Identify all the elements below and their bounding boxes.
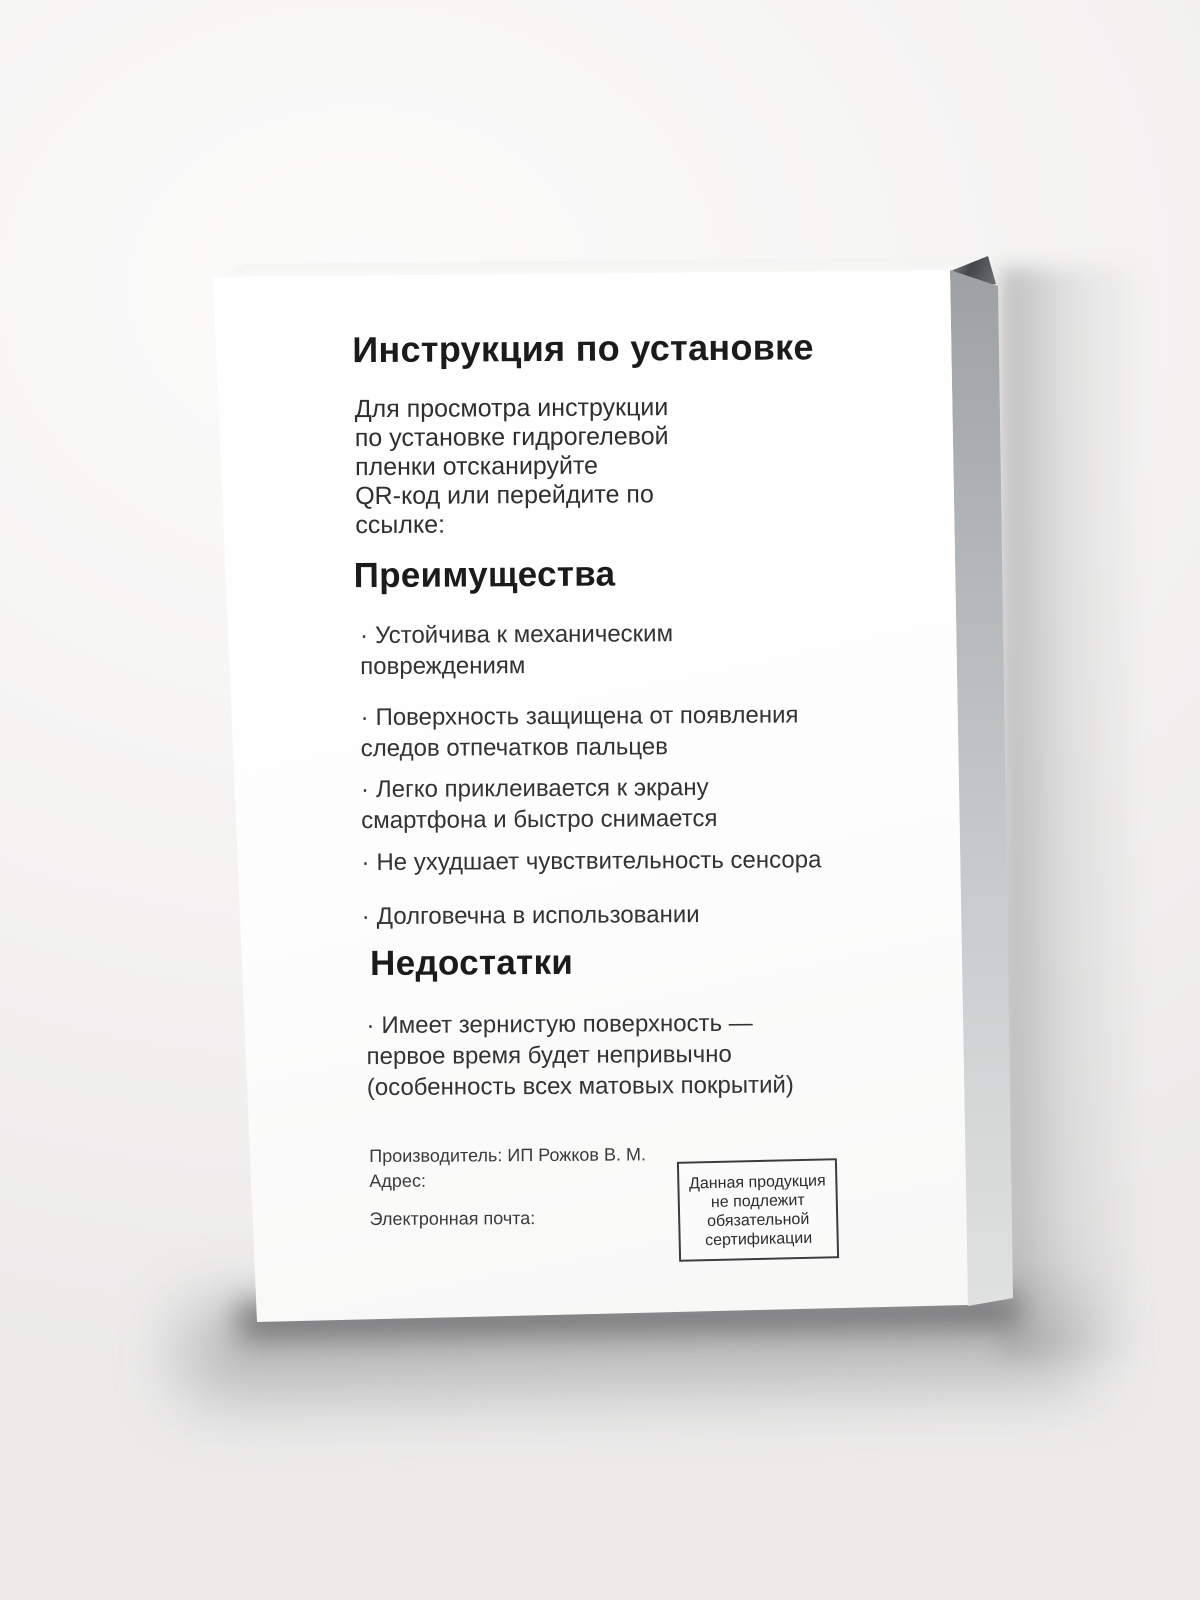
advantage-item xyxy=(361,772,783,837)
disadvantage-text: Имеет зернистую поверхность — первое время будет непривычно (особенность всех матовых покрытий) xyxy=(366,1009,794,1102)
advantage-text: Устойчива к механическим повреждениям xyxy=(360,620,674,681)
advantage-text: Легко приклеивается к экрану смартфона и быстро снимается xyxy=(361,773,718,835)
advantages-heading: Преимущества xyxy=(353,554,616,596)
intro-line: по установке гидрогелевой xyxy=(354,422,669,453)
box-cast-shadow-right xyxy=(1000,268,1170,1358)
bullet-dot: · xyxy=(360,776,370,804)
disadvantages-heading: Недостатки xyxy=(369,942,574,984)
certification-notice: Данная продукция не подлежит обязательной сертификации xyxy=(677,1158,839,1262)
manufacturer-info xyxy=(369,1142,646,1232)
advantage-text: Не ухудшает чувствительность сенсора xyxy=(376,846,822,877)
advantage-text: Поверхность защищена от появления следов отпечатков пальцев xyxy=(360,701,799,763)
intro-line: пленки отсканируйте xyxy=(354,451,599,482)
advantage-item xyxy=(361,844,821,878)
bullet-dot: · xyxy=(361,903,370,931)
bullet-dot: · xyxy=(359,622,369,650)
disadvantage-item xyxy=(366,1007,809,1103)
advantage-text: Долговечна в использовании xyxy=(376,901,700,931)
instructions-title: Инструкция по установке xyxy=(352,326,814,371)
advantage-item xyxy=(360,699,838,764)
manufacturer-line: Производитель: ИП Рожков В. М. xyxy=(369,1144,647,1167)
intro-paragraph xyxy=(355,393,670,540)
intro-line: Для просмотра инструкции xyxy=(354,393,669,424)
advantage-item xyxy=(362,899,700,932)
email-line: Электронная почта: xyxy=(369,1208,536,1230)
bullet-dot: · xyxy=(361,849,370,877)
intro-line: QR-код или перейдите по xyxy=(355,480,654,511)
bullet-dot: · xyxy=(360,704,369,732)
bullet-dot: · xyxy=(366,1012,375,1040)
address-line: Адрес: xyxy=(369,1170,426,1192)
advantage-item xyxy=(360,618,722,682)
intro-line: ссылке: xyxy=(355,510,446,540)
